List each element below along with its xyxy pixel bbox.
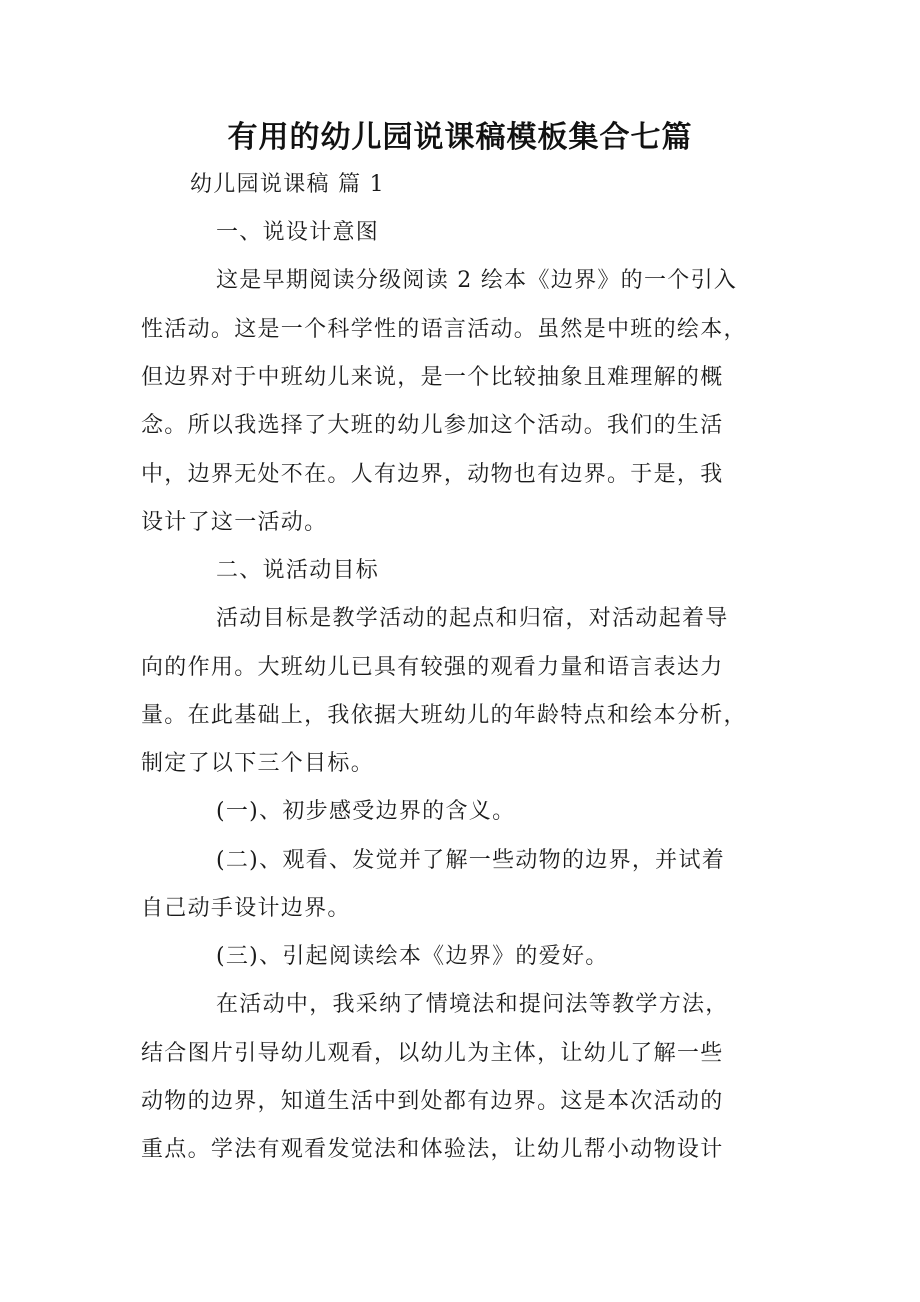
document-title: 有用的幼儿园说课稿模板集合七篇 xyxy=(227,120,693,155)
paragraph-line: 设计了这一活动。 xyxy=(141,510,328,535)
paragraph-line: 制定了以下三个目标。 xyxy=(141,751,375,776)
section-heading: 幼儿园说课稿 篇 1 xyxy=(190,172,385,197)
goal-item: 自己动手设计边界。 xyxy=(141,896,351,921)
goal-item: (三)、引起阅读绘本《边界》的爱好。 xyxy=(216,944,609,969)
paragraph-line: 但边界对于中班幼儿来说，是一个比较抽象且难理解的概 xyxy=(141,365,724,390)
paragraph-line: 量。在此基础上，我依据大班幼儿的年龄特点和绘本分析， xyxy=(141,703,747,728)
subsection-heading: 一、说设计意图 xyxy=(216,220,380,245)
paragraph-line: 中，边界无处不在。人有边界，动物也有边界。于是，我 xyxy=(141,462,724,487)
goal-item: (一)、初步感受边界的含义。 xyxy=(216,799,516,824)
paragraph-line: 这是早期阅读分级阅读 2 绘本《边界》的一个引入 xyxy=(216,268,738,293)
paragraph-line: 动物的边界，知道生活中到处都有边界。这是本次活动的 xyxy=(141,1089,724,1114)
paragraph-line: 在活动中，我采纳了情境法和提问法等教学方法， xyxy=(216,992,729,1017)
paragraph-line: 活动目标是教学活动的起点和归宿，对活动起着导 xyxy=(216,606,729,631)
paragraph-line: 结合图片引导幼儿观看，以幼儿为主体，让幼儿了解一些 xyxy=(141,1041,724,1066)
subsection-heading: 二、说活动目标 xyxy=(216,558,380,583)
paragraph-line: 向的作用。大班幼儿已具有较强的观看力量和语言表达力 xyxy=(141,655,724,680)
goal-item: (二)、观看、发觉并了解一些动物的边界，并试着 xyxy=(216,848,726,873)
paragraph-line: 性活动。这是一个科学性的语言活动。虽然是中班的绘本， xyxy=(141,317,747,342)
paragraph-line: 重点。学法有观看发觉法和体验法，让幼儿帮小动物设计 xyxy=(141,1137,724,1162)
paragraph-line: 念。所以我选择了大班的幼儿参加这个活动。我们的生活 xyxy=(141,413,724,438)
